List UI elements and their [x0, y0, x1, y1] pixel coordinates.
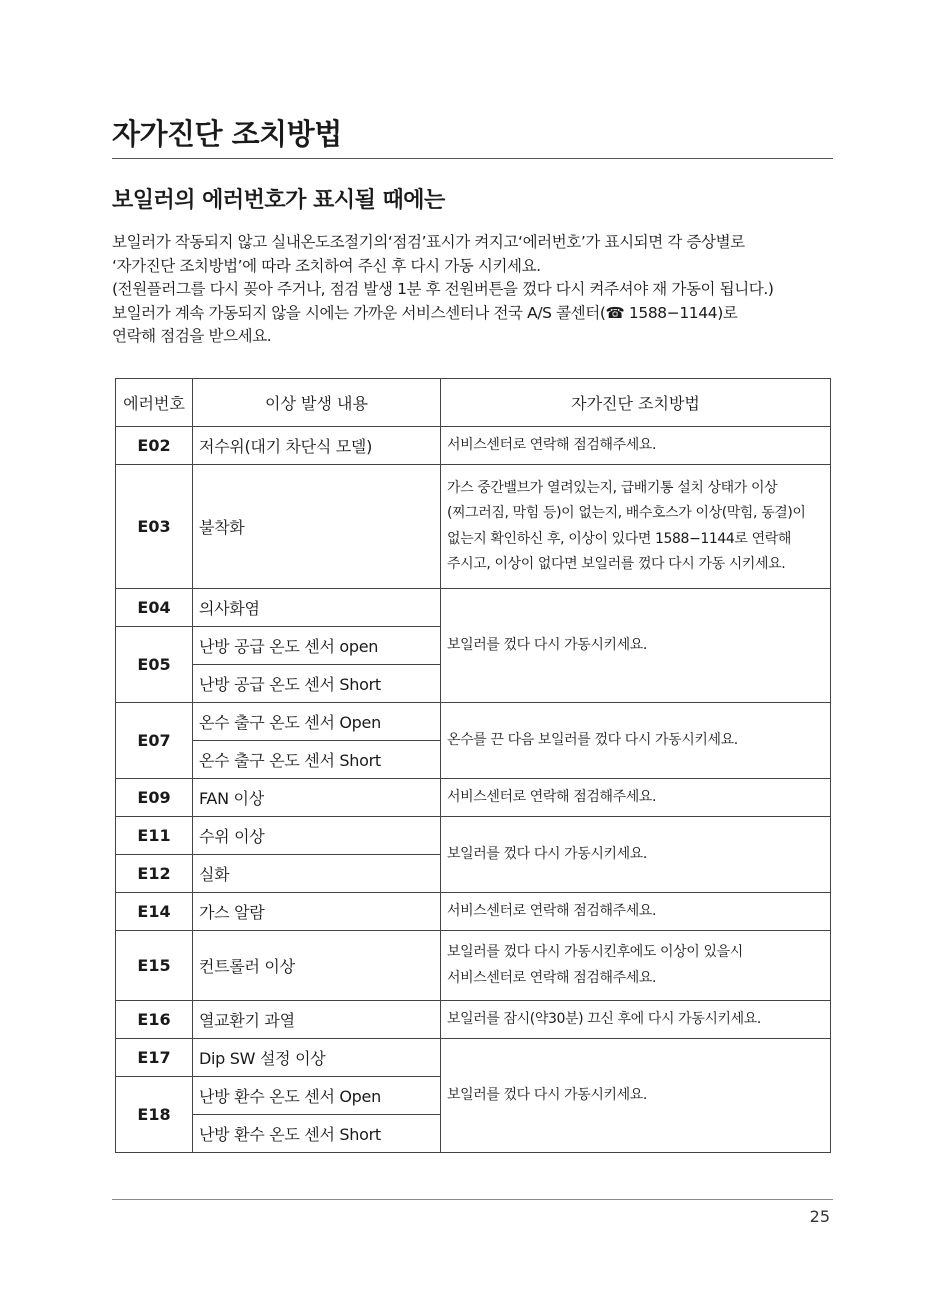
- table-row: [116, 465, 831, 589]
- action-line: 가스 중간밸브가 열려있는지, 급배기통 설치 상태가 이상: [447, 479, 778, 496]
- page-number: 25: [809, 1207, 830, 1226]
- intro-paragraph: [112, 231, 852, 349]
- error-description: 온수 출구 온도 센서 Short: [193, 741, 441, 779]
- table-row: [116, 427, 831, 465]
- error-code: E11: [116, 817, 193, 855]
- error-description: 난방 환수 온도 센서 Short: [193, 1115, 441, 1153]
- table-row: [116, 703, 831, 741]
- table-row: [116, 931, 831, 1001]
- error-code: E07: [116, 703, 193, 779]
- intro-line: ‘자가진단 조치방법’에 따라 조치하여 주신 후 다시 가동 시키세요.: [112, 256, 541, 275]
- error-description: 실화: [193, 855, 441, 893]
- action-line: (찌그러짐, 막힘 등)이 없는지, 배수호스가 이상(막힘, 동결)이: [447, 505, 806, 521]
- action-line: 서비스센터로 연락해 점검해주세요.: [447, 436, 657, 453]
- error-code: E18: [116, 1077, 193, 1153]
- header-error-code: 에러번호: [116, 379, 193, 427]
- action-line: 주시고, 이상이 없다면 보일러를 껐다 다시 가동 시키세요.: [447, 556, 786, 572]
- error-description: FAN 이상: [193, 779, 441, 817]
- header-action: 자가진단 조치방법: [441, 379, 831, 427]
- header-description: 이상 발생 내용: [193, 379, 441, 427]
- error-description: 열교환기 과열: [193, 1001, 441, 1039]
- table-row: [116, 1001, 831, 1039]
- action-line: 서비스센터로 연락해 점검해주세요.: [447, 969, 657, 986]
- action-line: 보일러를 껐다 다시 가동시키세요.: [447, 845, 647, 862]
- intro-line: 보일러가 작동되지 않고 실내온도조절기의‘점검’표시가 켜지고‘에러번호’가 표시되면 각 증상별로: [112, 233, 745, 251]
- section-title: 보일러의 에러번호가 표시될 때에는: [112, 188, 445, 213]
- action-line: 없는지 확인하신 후, 이상이 있다면 1588−1144로 연락해: [447, 530, 791, 547]
- error-code: E16: [116, 1001, 193, 1039]
- action-line: 보일러를 껐다 다시 가동시키세요.: [447, 1086, 647, 1103]
- error-description: 난방 공급 온도 센서 Short: [193, 665, 441, 703]
- error-code: E12: [116, 855, 193, 893]
- table-row: [116, 817, 831, 855]
- error-code: E04: [116, 589, 193, 627]
- intro-line: 연락해 점검을 받으세요.: [112, 327, 272, 345]
- error-description: 불착화: [193, 465, 441, 589]
- error-code-table: [115, 378, 831, 1153]
- error-description: 컨트롤러 이상: [193, 931, 441, 1001]
- error-action: [441, 465, 831, 589]
- error-code: E17: [116, 1039, 193, 1077]
- error-action: [441, 931, 831, 1001]
- action-line: 보일러를 껐다 다시 가동시키세요.: [447, 636, 647, 653]
- action-line: 온수를 끈 다음 보일러를 껐다 다시 가동시키세요.: [447, 731, 738, 748]
- error-code: E02: [116, 427, 193, 465]
- error-description: 저수위(대기 차단식 모델): [193, 427, 441, 465]
- error-code: E05: [116, 627, 193, 703]
- table-header-row: [116, 379, 831, 427]
- table-row: [116, 779, 831, 817]
- table-row: [116, 893, 831, 931]
- error-code: E15: [116, 931, 193, 1001]
- error-description: 의사화염: [193, 589, 441, 627]
- title-divider: [112, 158, 833, 159]
- action-line: 서비스센터로 연락해 점검해주세요.: [447, 788, 657, 805]
- error-action: [441, 1001, 831, 1039]
- error-code: E14: [116, 893, 193, 931]
- action-line: 보일러를 껐다 다시 가동시킨후에도 이상이 있을시: [447, 944, 743, 960]
- action-line: 보일러를 잠시(약30분) 끄신 후에 다시 가동시키세요.: [447, 1010, 761, 1027]
- intro-line: 보일러가 계속 가동되지 않을 시에는 가까운 서비스센터나 전국 A/S 콜센터(☎ 1588−1144)로: [112, 303, 738, 322]
- error-description: 난방 공급 온도 센서 open: [193, 627, 441, 665]
- error-action: [441, 427, 831, 465]
- table-row: [116, 589, 831, 627]
- intro-line: (전원플러그를 다시 꽂아 주거나, 점검 발생 1분 후 전원버튼을 껐다 다시 켜주셔야 재 가동이 됩니다.): [112, 280, 774, 298]
- page-title: 자가진단 조치방법: [112, 117, 342, 151]
- action-line: 서비스센터로 연락해 점검해주세요.: [447, 902, 657, 919]
- error-action: [441, 703, 831, 779]
- error-description: 난방 환수 온도 센서 Open: [193, 1077, 441, 1115]
- error-description: 가스 알람: [193, 893, 441, 931]
- table-row: [116, 1039, 831, 1077]
- error-code: E03: [116, 465, 193, 589]
- error-action: [441, 1039, 831, 1153]
- footer-divider: [112, 1199, 833, 1200]
- error-action: [441, 589, 831, 703]
- error-action: [441, 779, 831, 817]
- error-description: 수위 이상: [193, 817, 441, 855]
- error-action: [441, 817, 831, 893]
- error-action: [441, 893, 831, 931]
- error-description: 온수 출구 온도 센서 Open: [193, 703, 441, 741]
- error-description: Dip SW 설정 이상: [193, 1039, 441, 1077]
- error-code: E09: [116, 779, 193, 817]
